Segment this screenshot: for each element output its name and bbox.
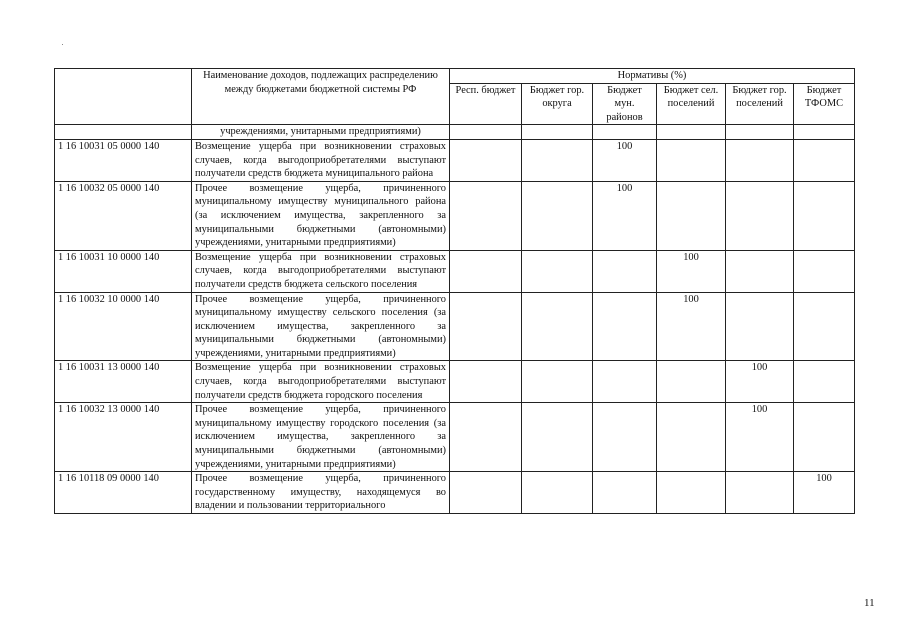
normative-value (593, 361, 657, 403)
header-budget-col: Бюджет мун. районов (593, 83, 657, 125)
revenue-name: Прочее возмещение ущерба, причиненного муниципальному имуществу сельского поселения (за исключением имущества, закрепленного за муниципальными бюджетными (автономными) учреждениями, унитарными предприятиями) (192, 292, 450, 361)
normative-value: 100 (794, 472, 855, 514)
normative-value (522, 403, 593, 472)
revenue-distribution-table (54, 68, 855, 514)
continuation-row (55, 125, 855, 140)
table-row (55, 139, 855, 181)
normative-value: 100 (657, 250, 726, 292)
table-row (55, 472, 855, 514)
normative-value (657, 472, 726, 514)
normative-value: 100 (726, 403, 794, 472)
normative-value (593, 403, 657, 472)
table-row (55, 250, 855, 292)
empty-cell (657, 125, 726, 140)
normative-value (450, 472, 522, 514)
table-row (55, 292, 855, 361)
normative-value (522, 250, 593, 292)
revenue-code: 1 16 10031 10 0000 140 (55, 250, 192, 292)
normative-value (593, 250, 657, 292)
revenue-name: Прочее возмещение ущерба, причиненного государственному имуществу, находящемуся во владении и пользовании территориального (192, 472, 450, 514)
empty-cell (794, 125, 855, 140)
header-budget-col: Бюджет гор. округа (522, 83, 593, 125)
normative-value (522, 361, 593, 403)
revenue-name: Прочее возмещение ущерба, причиненного муниципальному имуществу городского поселения (за исключением имущества, закрепленного за муниципальными бюджетными (автономными) учреждениями, унитарными предприятиями) (192, 403, 450, 472)
revenue-name: Возмещение ущерба при возникновении страховых случаев, когда выгодоприобретателями выступают получатели средств бюджета муниципального района (192, 139, 450, 181)
normative-value (593, 292, 657, 361)
empty-cell (593, 125, 657, 140)
empty-cell (450, 125, 522, 140)
normative-value (794, 403, 855, 472)
normative-value: 100 (593, 139, 657, 181)
normative-value (450, 250, 522, 292)
continuation-code-cell (55, 125, 192, 140)
normative-value (522, 472, 593, 514)
normative-value (657, 361, 726, 403)
header-budget-col: Бюджет ТФОМС (794, 83, 855, 125)
normative-value (726, 139, 794, 181)
normative-value (450, 139, 522, 181)
continuation-text: учреждениями, унитарными предприятиями) (192, 125, 450, 140)
revenue-code: 1 16 10032 13 0000 140 (55, 403, 192, 472)
revenue-name: Возмещение ущерба при возникновении страховых случаев, когда выгодоприобретателями выступают получатели средств бюджета сельского поселения (192, 250, 450, 292)
normative-value (522, 139, 593, 181)
normative-value: 100 (726, 361, 794, 403)
normative-value (657, 139, 726, 181)
header-revenue-name: Наименование доходов, подлежащих распределению между бюджетами бюджетной системы РФ (192, 69, 450, 125)
header-budget-col: Респ. бюджет (450, 83, 522, 125)
normative-value (522, 292, 593, 361)
normative-value (593, 472, 657, 514)
empty-cell (726, 125, 794, 140)
header-budget-col: Бюджет сел. поселений (657, 83, 726, 125)
header-budget-col: Бюджет гор. поселений (726, 83, 794, 125)
normative-value: 100 (593, 181, 657, 250)
normative-value (726, 250, 794, 292)
revenue-code: 1 16 10032 10 0000 140 (55, 292, 192, 361)
normative-value (657, 181, 726, 250)
normative-value (450, 361, 522, 403)
normative-value (726, 181, 794, 250)
normative-value (794, 139, 855, 181)
normative-value (726, 472, 794, 514)
revenue-code: 1 16 10032 05 0000 140 (55, 181, 192, 250)
normative-value (794, 181, 855, 250)
normative-value (794, 250, 855, 292)
normative-value: 100 (657, 292, 726, 361)
normative-value (794, 361, 855, 403)
header-code-cell (55, 69, 192, 125)
normative-value (450, 181, 522, 250)
normative-value (726, 292, 794, 361)
revenue-name: Прочее возмещение ущерба, причиненного муниципальному имуществу муниципального района (за исключением имущества, закрепленного за муниципальными бюджетными (автономными) учреждениями, унитарными предприятиями) (192, 181, 450, 250)
revenue-code: 1 16 10118 09 0000 140 (55, 472, 192, 514)
revenue-code: 1 16 10031 05 0000 140 (55, 139, 192, 181)
normative-value (657, 403, 726, 472)
normative-value (794, 292, 855, 361)
table-row (55, 403, 855, 472)
normative-value (450, 292, 522, 361)
page-number: 11 (864, 597, 875, 609)
revenue-code: 1 16 10031 13 0000 140 (55, 361, 192, 403)
empty-cell (522, 125, 593, 140)
scan-speck (62, 44, 63, 45)
table-row (55, 181, 855, 250)
header-normatives-group: Нормативы (%) (450, 69, 855, 84)
normative-value (450, 403, 522, 472)
table-row (55, 361, 855, 403)
normative-value (522, 181, 593, 250)
revenue-name: Возмещение ущерба при возникновении страховых случаев, когда выгодоприобретателями выступают получатели средств бюджета городского поселения (192, 361, 450, 403)
